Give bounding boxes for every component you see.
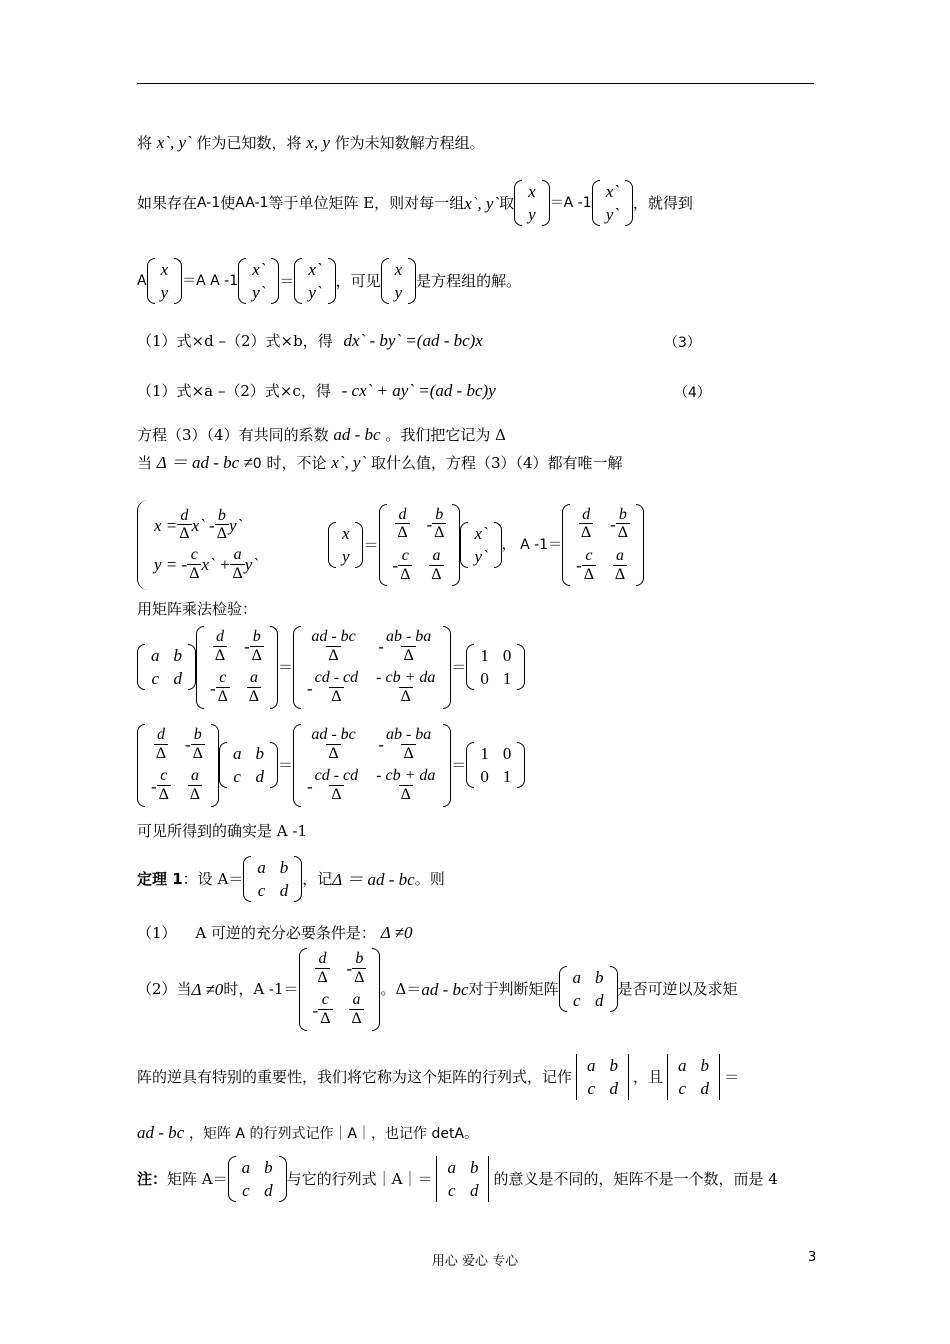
solution-system: x = d Δ x` - b Δ y` y = - c Δ x` + a Δ y` x y ＝ d Δ - b Δ - c Δ a Δ x` y` ， A -1＝ d Δ - b Δ - c Δ a Δ [137, 500, 644, 590]
note: 注： 矩阵 A＝ a b c d 与它的行列式｜A｜＝ a b c d 的意义是不同的，矩阵不是一个数，而是 4 [137, 1158, 778, 1200]
equation-4: （1）式×a –（2）式×c，得 - cx` + ay` =(ad - bc)y [137, 381, 496, 400]
verification-2: d Δ - b Δ - c Δ a Δ a b c d ＝ ad - bc Δ - ab - ba Δ - cd - cd Δ - cb + da Δ ＝ 1 0 0 1 [137, 724, 525, 807]
equation-4-tag: （4） [674, 385, 711, 401]
line-known-unknown: 将 x`, y` 作为已知数，将 x, y 作为未知数解方程组。 [137, 133, 485, 152]
vector-xy-prime: x` y` [592, 180, 633, 226]
line-coefficient: 方程（3）（4）有共同的系数 ad - bc 。我们把它记为 Δ [137, 425, 507, 444]
equation-3-tag: （3） [664, 335, 701, 351]
header-rule [137, 83, 814, 84]
verification-1: a b c d d Δ - b Δ - c Δ a Δ ＝ ad - bc Δ - ab - ba Δ - cd - cd Δ - cb + da Δ ＝ 1 0 0 1 [137, 626, 525, 709]
page-number: 3 [808, 1250, 817, 1265]
verify-label: 用矩阵乘法检验： [137, 600, 258, 618]
vector-xy: x y [514, 180, 550, 226]
equation-3: （1）式×d –（2）式×b，得 dx` - by` =(ad - bc)x [137, 331, 483, 350]
theorem-1: 定理 1 ：设 A＝ a b c d ，记 Δ ＝ ad - bc 。则 [137, 858, 445, 900]
line-when-delta: 当 Δ ＝ ad - bc ≠0 时，不论 x`, y` 取什么值，方程（3）（4）都有唯一解 [137, 453, 623, 472]
footer-text: 用心 爱心 专心 [431, 1254, 519, 1269]
condition-1: （1） A 可逆的充分必要条件是： Δ ≠0 [137, 923, 413, 942]
line-solution: A x y ＝A A -1 x` y` ＝ x` y` ，可见 x y 是方程组的解。 [137, 260, 522, 302]
determinant-line: 阵的逆具有特别的重要性，我们将它称为这个矩阵的行列式，记作 a b c d ，且 a b c d ＝ [137, 1056, 740, 1098]
condition-2: （2）当 Δ ≠0 时，A -1＝ d Δ - b Δ - c Δ a Δ 。Δ＝ ad - bc 对于判断矩阵 a b c d 是否可逆以及求矩 [137, 948, 738, 1031]
determinant-line-2: ad - bc ，矩阵 A 的行列式记作｜A｜，也记作 detA。 [137, 1123, 479, 1142]
line-inverse-exists: 如果存在 A-1 使 AA-1 等于单位矩阵 E，则对每一组 x`, y` 取 x y ＝A -1 x` y` ，就得到 [137, 182, 693, 224]
conclusion: 可见所得到的确实是 A -1 [137, 822, 307, 840]
